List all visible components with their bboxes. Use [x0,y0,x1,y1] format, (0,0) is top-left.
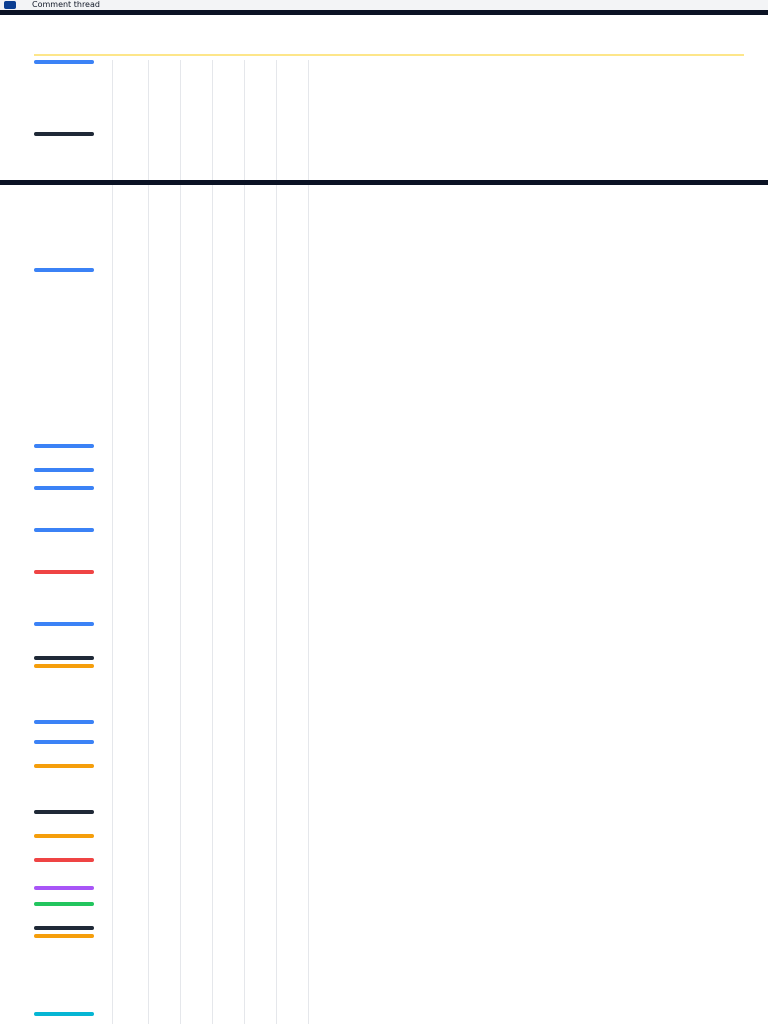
avatar[interactable] [34,60,94,64]
page-title: Comment thread [32,0,100,9]
avatar[interactable] [34,622,94,626]
avatar[interactable] [34,740,94,744]
thread-line [148,60,149,1024]
avatar[interactable] [34,834,94,838]
thread-guides [112,60,752,1024]
avatar[interactable] [34,656,94,660]
avatar[interactable] [34,528,94,532]
avatar[interactable] [34,664,94,668]
thread-line [112,60,113,1024]
section-divider [0,180,768,185]
avatar[interactable] [34,486,94,490]
avatar[interactable] [34,570,94,574]
avatar[interactable] [34,926,94,930]
avatar[interactable] [34,132,94,136]
top-divider [0,10,768,15]
thread-line [244,60,245,1024]
avatar[interactable] [34,764,94,768]
avatar[interactable] [34,858,94,862]
thread-line [212,60,213,1024]
highlight-bar [34,54,744,56]
end-marker [34,1012,94,1016]
avatar[interactable] [34,934,94,938]
avatar[interactable] [34,720,94,724]
thread-line [276,60,277,1024]
avatar[interactable] [34,268,94,272]
thread-line [180,60,181,1024]
comment-outline [0,60,768,1024]
avatar[interactable] [34,902,94,906]
avatar[interactable] [34,886,94,890]
site-logo [4,1,16,9]
avatar[interactable] [34,444,94,448]
thread-line [308,60,309,1024]
avatar[interactable] [34,468,94,472]
avatar[interactable] [34,810,94,814]
avatar-column [0,60,100,1024]
